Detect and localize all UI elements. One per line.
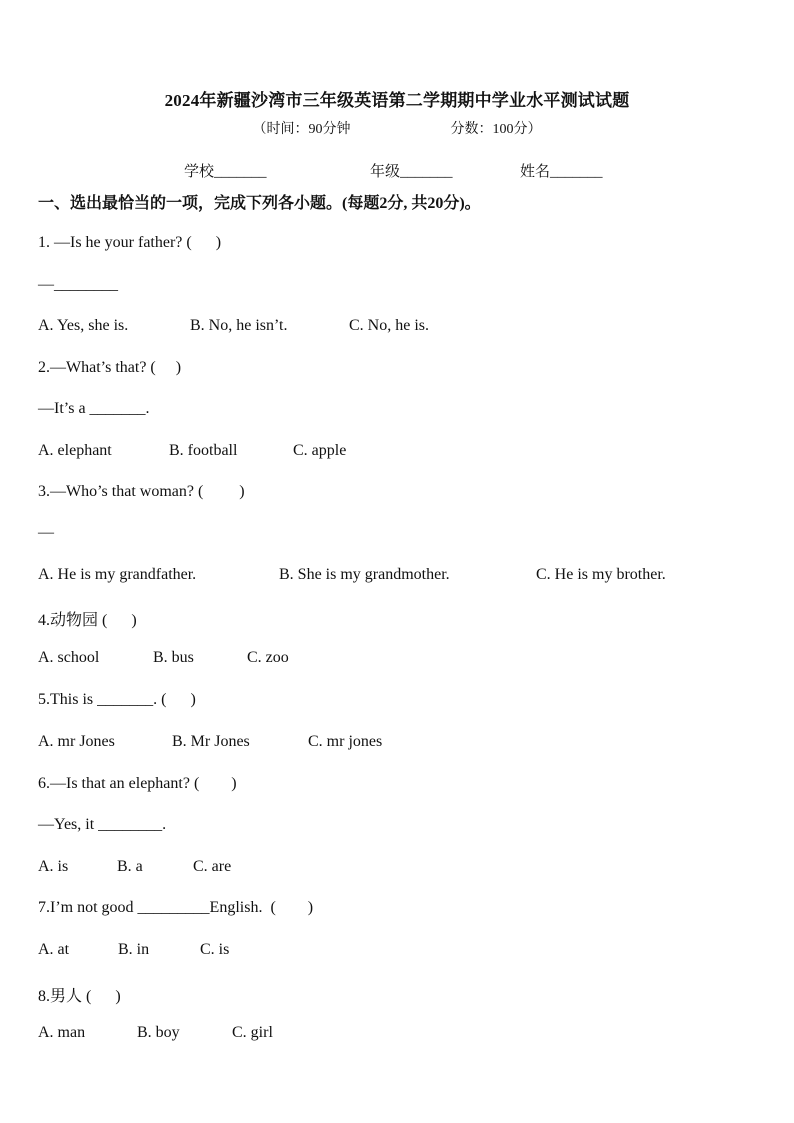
question-6-stem: 6.—Is that an elephant? ( ) (38, 775, 237, 792)
option-b: B. She is my grandmother. (279, 566, 450, 583)
question-3-stem: 3.—Who’s that woman? ( ) (38, 483, 245, 500)
question-1-stem: 1. —Is he your father? ( ) (38, 234, 222, 251)
exam-score: 分数：100分） (450, 122, 542, 137)
question-2-stem: 2.—What’s that? ( ) (38, 359, 182, 376)
name-field: 姓名_______ (520, 164, 603, 180)
option-b: B. No, he isn’t. (190, 317, 288, 334)
option-a: A. school (38, 649, 100, 666)
section-heading: 一、选出最恰当的一项，完成下列各小题。(每题2分, 共20分)。 (38, 195, 481, 212)
question-1-answer-line: —________ (38, 276, 118, 293)
exam-title: 2024年新疆沙湾市三年级英语第二学期期中学业水平测试试题 (164, 91, 630, 110)
option-c: C. apple (293, 442, 347, 459)
option-b: B. boy (137, 1024, 180, 1041)
school-field: 学校_______ (184, 164, 267, 180)
question-4-stem: 4.动物园 ( ) (38, 612, 137, 629)
option-a: A. elephant (38, 442, 112, 459)
option-b: B. Mr Jones (172, 733, 250, 750)
option-c: C. mr jones (308, 733, 383, 750)
option-a: A. Yes, she is. (38, 317, 129, 334)
option-a: A. man (38, 1024, 86, 1041)
option-c: C. He is my brother. (536, 566, 666, 583)
question-6-answer-line: —Yes, it ________. (38, 816, 167, 833)
option-a: A. is (38, 858, 69, 875)
option-c: C. zoo (247, 649, 289, 666)
option-b: B. in (118, 941, 150, 958)
option-c: C. girl (232, 1024, 273, 1041)
option-b: B. bus (153, 649, 194, 666)
grade-field: 年级_______ (370, 164, 453, 180)
option-a: A. at (38, 941, 70, 958)
option-a: A. He is my grandfather. (38, 566, 197, 583)
option-c: C. No, he is. (349, 317, 429, 334)
option-c: C. are (193, 858, 232, 875)
question-8-stem: 8.男人 ( ) (38, 988, 121, 1005)
question-5-stem: 5.This is _______. ( ) (38, 691, 196, 708)
option-a: A. mr Jones (38, 733, 115, 750)
option-c: C. is (200, 941, 230, 958)
exam-subtitle (0, 118, 794, 138)
option-b: B. football (169, 442, 238, 459)
question-3-answer-line: — (38, 524, 54, 541)
question-2-answer-line: —It’s a _______. (38, 400, 150, 417)
option-b: B. a (117, 858, 143, 875)
exam-time: （时间：90分钟 (252, 122, 351, 137)
question-7-stem: 7.I’m not good _________English. ( ) (38, 899, 314, 916)
